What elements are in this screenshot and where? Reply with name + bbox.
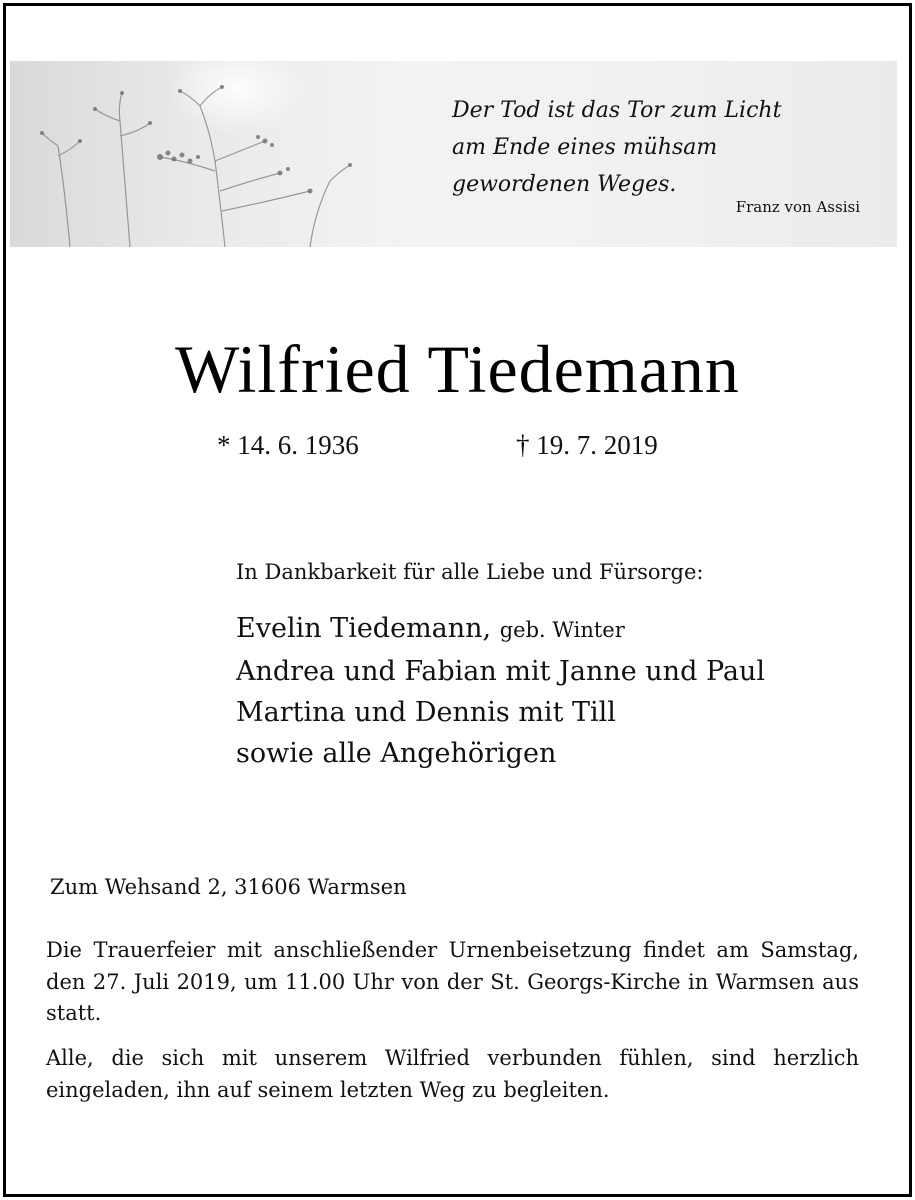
gratitude-line: In Dankbarkeit für alle Liebe und Fürsorge: <box>236 560 704 584</box>
quote-text <box>452 92 781 203</box>
invitation-paragraph: Alle, die sich mit unserem Wilfried verbunden fühlen, sind herzlich eingeladen, ihn auf seinem letzten Weg zu begleiten. <box>46 1046 859 1102</box>
mourner-line <box>236 608 765 651</box>
mourners-list <box>236 608 765 774</box>
quote-author: Franz von Assisi <box>735 198 860 216</box>
death-date: † 19. 7. 2019 <box>516 430 658 460</box>
mourner-line: Andrea und Fabian mit Janne und Paul <box>236 656 766 687</box>
quote-line: gewordenen Weges. <box>452 172 677 197</box>
mourner-line: Martina und Dennis mit Till <box>236 697 616 728</box>
mourner-name: Evelin Tiedemann, <box>236 613 492 644</box>
address: Zum Wehsand 2, 31606 Warmsen <box>50 875 407 899</box>
quote-line: am Ende eines mühsam <box>452 135 718 160</box>
deceased-name: Wilfried Tiedemann <box>175 331 740 407</box>
maiden-name-note: geb. Winter <box>499 618 625 642</box>
mourner-line: sowie alle Angehörigen <box>236 738 557 769</box>
ceremony-paragraph: Die Trauerfeier mit anschließender Urnenbeisetzung findet am Samstag, den 27. Juli 2019, um 11.00 Uhr von der St. Georgs-Kirche in Warmsen aus statt. <box>46 938 859 1025</box>
quote-line: Der Tod ist das Tor zum Licht <box>452 98 782 123</box>
birth-date: * 14. 6. 1936 <box>217 430 359 460</box>
